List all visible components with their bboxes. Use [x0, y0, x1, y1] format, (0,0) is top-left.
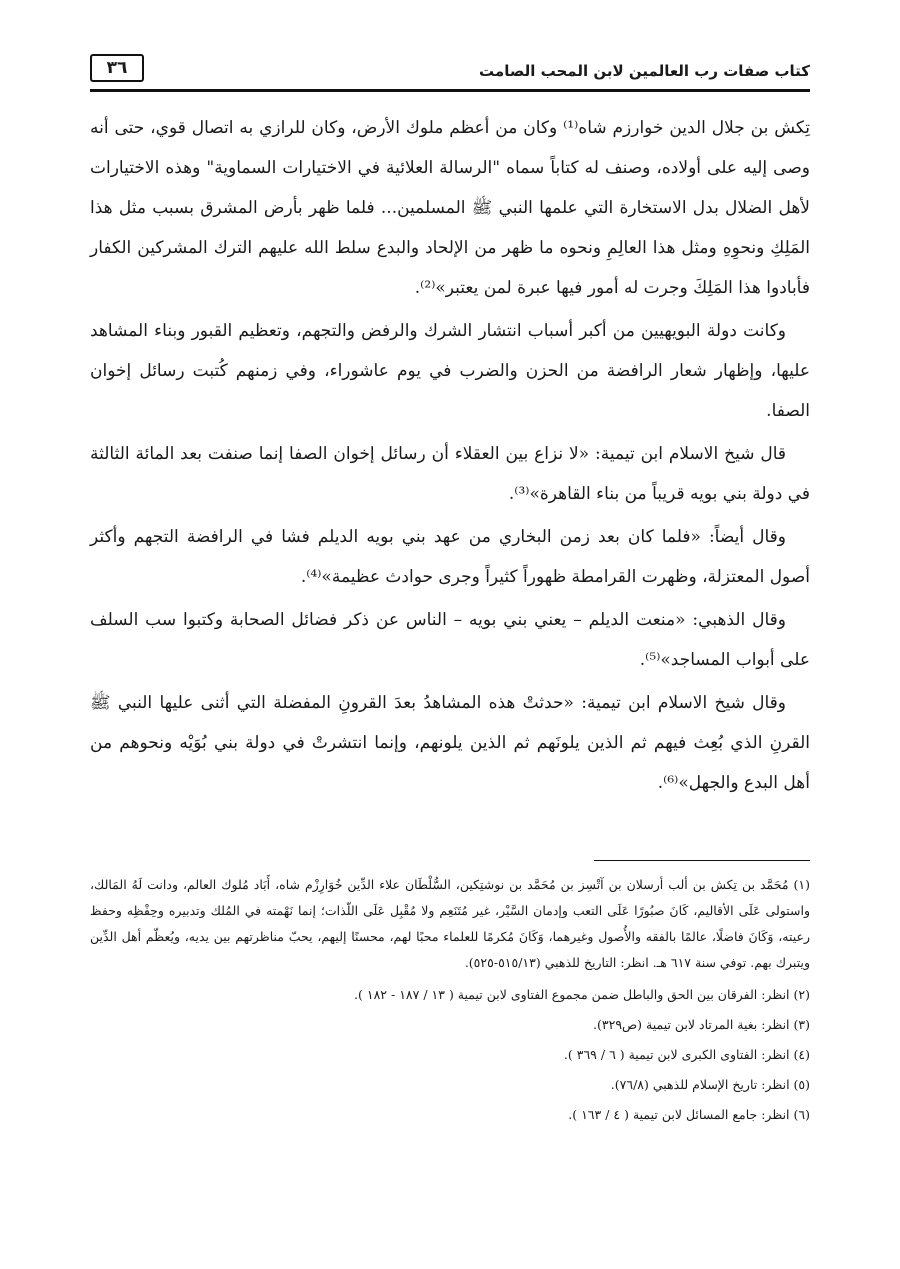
paragraph: وكانت دولة البويهيين من أكبر أسباب انتشار الشرك والرفض والتجهم، وتعظيم القبور وبناء المشاهد عليها، وإظهار شعار الرافضة من الحزن والضرب في يوم عاشوراء، وفي زمنهم كُتبت رسائل إخوان الصفا.	[90, 321, 810, 421]
footnotes	[90, 872, 810, 1132]
header-rule	[90, 89, 810, 92]
footnote: (١) مُحَمَّد بن تِكش بن ألب أرسلان بن آتْسِز بن مُحَمَّد بن نوشتِكين، السُّلْطَان علاء الدِّين خُوَارِزْم شاه، أَبَاد مُلوك العالم، ودانت لَهُ المَالك، واستولى عَلَى الأقاليم، كَانَ صبُورًا عَلَى التعب وإدمان السَّيْر، غير مُتَنَعِم ولا مُقْبِل عَلَى اللّذات؛ إنما نَهْمته في المُلك وتدبيره وحِفْظِه وحفظ رعيته، وَكَانَ فاضلًا، عالمًا بالفقه والأُصول وغيرهما، وَكَانَ مُكرمًا للعلماء محبًا لهم، محسنًا إليهم، يحبّ مناظرتهم بين يديه، ويُعظّم أهل الدِّين ويتبرك بهم. توفي سنة ٦١٧ هـ. انظر: التاريخ للذهبي (٥١٥/١٣-٥٢٥).	[90, 877, 810, 970]
paragraph: وقال الذهبي: «منعت الديلم – يعني بني بويه – الناس عن ذكر فضائل الصحابة وكتبوا سب السلف على أبواب المساجد»⁽⁵⁾.	[90, 610, 810, 670]
footnote: (٢) انظر: الفرقان بين الحق والباطل ضمن مجموع الفتاوى لابن تيمية ( ١٣ / ١٨٧ - ١٨٢ ).	[354, 987, 810, 1002]
paragraph: وقال شيخ الاسلام ابن تيمية: «حدثتْ هذه المشاهدُ بعدَ القرونِ المفضلة التي أثنى عليها النبي ﷺ القرنِ الذي بُعِث فيهم ثم الذين يلونَهم ثم الذين يلونهم، وإنما انتشرتْ في دولة بني بُوَيْه ونحوهم من أهل البدع والجهل»⁽⁶⁾.	[90, 693, 810, 793]
footnote: (٤) انظر: الفتاوى الكبرى لابن تيمية ( ٦ / ٣٦٩ ).	[563, 1047, 810, 1062]
paragraph: قال شيخ الاسلام ابن تيمية: «لا نزاع بين العقلاء أن رسائل إخوان الصفا إنما صنفت بعد المائة الثالثة في دولة بني بويه قريباً من بناء القاهرة»⁽³⁾.	[90, 444, 810, 504]
footnote: (٥) انظر: تاريخ الإسلام للذهبي (٧٦/٨).	[610, 1077, 810, 1092]
main-text	[90, 108, 810, 806]
page-header	[90, 52, 810, 94]
footnote-separator	[594, 860, 810, 861]
paragraph: تِكش بن جلال الدين خوارزم شاه⁽¹⁾ وكان من أعظم ملوك الأرض، وكان للرازي به اتصال قوي، حتى أنه وصى إليه على أولاده، وصنف له كتاباً سماه "الرسالة العلائية في الاختيارات السماوية" وهذه الاختيارات لأهل الضلال بدل الاستخارة التي علمها النبي ﷺ المسلمين... فلما ظهر بأرض المشرق بسبب مثل هذا المَلِكِ ونحوِهِ ومثل هذا العالِمِ ونحوه ما ظهر من الإلحاد والبدع سلط الله عليهم الترك المشركين الكفار فأبادوا هذا المَلِكَ وجرت له أمور فيها عبرة لمن يعتبر»⁽²⁾.	[90, 118, 811, 298]
running-title: كتاب صفات رب العالمين لابن المحب الصامت	[479, 62, 810, 80]
page-number-box	[90, 54, 144, 82]
footnote: (٦) انظر: جامع المسائل لابن تيمية ( ٤ / ١٦٣ ).	[568, 1107, 810, 1122]
page-number: ٣٦	[106, 58, 128, 78]
paragraph: وقال أيضاً: «فلما كان بعد زمن البخاري من عهد بني بويه الديلم فشا في الرافضة التجهم وأكثر أصول المعتزلة، وظهرت القرامطة ظهوراً كثيراً وجرى حوادث عظيمة»⁽⁴⁾.	[90, 527, 810, 587]
footnote: (٣) انظر: بغية المرتاد لابن تيمية (ص٣٢٩).	[593, 1017, 810, 1032]
